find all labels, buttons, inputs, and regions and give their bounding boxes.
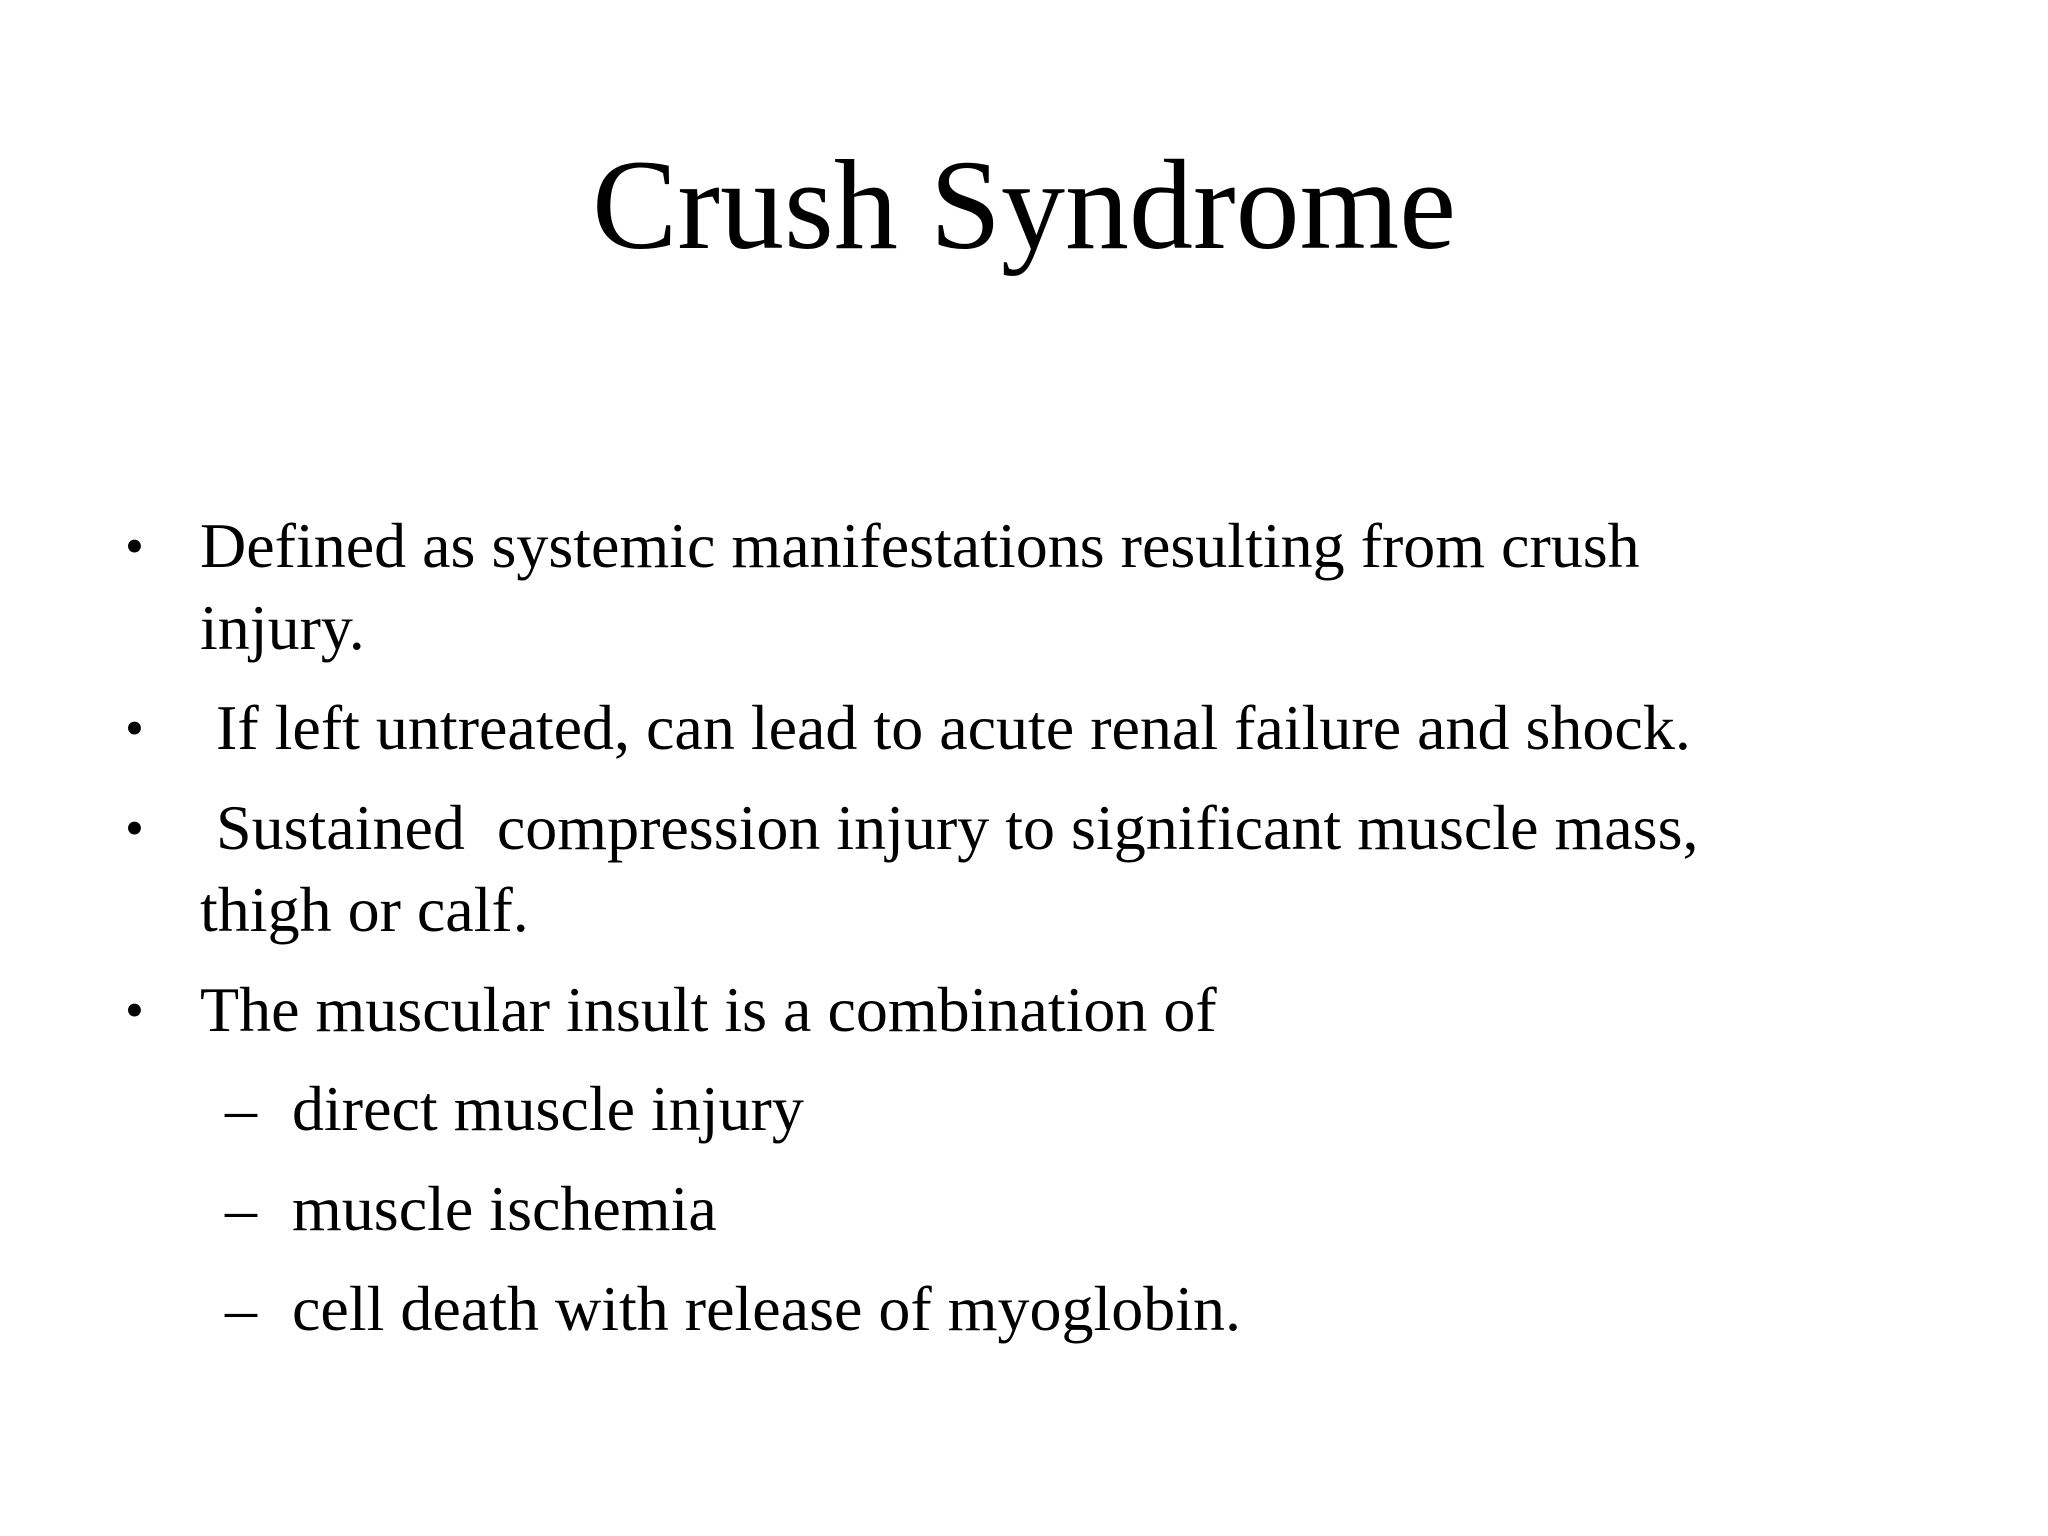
bullet-4-line-1: The muscular insult is a combination of [200,974,1217,1045]
sub-bullet-2: muscle ischemia [292,1173,717,1244]
sub-bullet-marker: – [225,1173,257,1244]
slide-title: Crush Syndrome [592,134,1456,276]
bullet-2-line-1: If left untreated, can lead to acute renal failure and shock. [200,692,1691,763]
sub-bullet-marker: – [225,1073,257,1144]
bullet-3-line-2: thigh or calf. [200,874,529,945]
bullet-3-line-1: Sustained compression injury to significant muscle mass, [200,792,1699,863]
sub-bullet-1: direct muscle injury [292,1073,804,1144]
bullet-marker: • [125,698,144,758]
bullet-marker: • [125,980,144,1040]
bullet-1-line-2: injury. [200,592,365,663]
bullet-marker: • [125,516,144,576]
bullet-1-line-1: Defined as systemic manifestations resulting from crush [200,510,1640,581]
bullet-marker: • [125,798,144,858]
sub-bullet-3: cell death with release of myoglobin. [292,1273,1242,1344]
sub-bullet-marker: – [225,1273,257,1344]
